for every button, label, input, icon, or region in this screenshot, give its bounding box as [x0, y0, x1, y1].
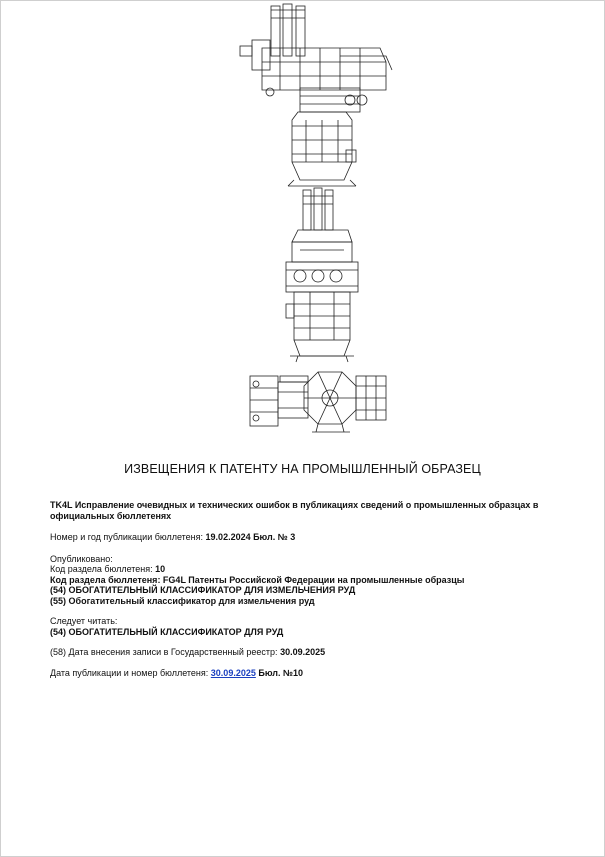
registry-date-value: 30.09.2025	[280, 647, 326, 657]
publication-row	[50, 668, 580, 679]
drawing-view-1	[240, 4, 392, 186]
notice-content	[50, 500, 580, 678]
bulletin-number-row	[50, 532, 580, 543]
section-code-row	[50, 564, 580, 575]
bulletin-number-value: 19.02.2024 Бюл. № 3	[205, 532, 296, 542]
publication-date-link[interactable]: 30.09.2025	[210, 667, 256, 678]
drawing-view-2	[286, 188, 358, 362]
section-code-label: Код раздела бюллетеня:	[50, 564, 153, 574]
section-code-full: Код раздела бюллетеня: FG4L Патенты Российской Федерации на промышленные образцы	[50, 574, 465, 585]
section-code-value: 10	[155, 564, 166, 574]
should-read-label: Следует читать:	[50, 616, 118, 626]
registry-date-row	[50, 647, 580, 658]
publication-label: Дата публикации и номер бюллетеня:	[50, 667, 209, 678]
bulletin-number-label: Номер и год публикации бюллетеня:	[50, 532, 204, 542]
title54-published: (54) ОБОГАТИТЕЛЬНЫЙ КЛАССИФИКАТОР ДЛЯ ИЗМЕЛЬЧЕНИЯ РУД	[50, 585, 356, 595]
title54-corrected: (54) ОБОГАТИТЕЛЬНЫЙ КЛАССИФИКАТОР ДЛЯ РУД	[50, 626, 284, 637]
publication-bulletin: Бюл. №10	[258, 667, 304, 678]
title55-published: (55) Обогатительный классификатор для измельчения руд	[50, 595, 315, 606]
drawing-view-3	[250, 372, 386, 432]
page-title: ИЗВЕЩЕНИЯ К ПАТЕНТУ НА ПРОМЫШЛЕННЫЙ ОБРАЗЕЦ	[124, 462, 481, 476]
registry-date-label: (58) Дата внесения записи в Государственный реестр:	[50, 647, 278, 657]
notice-heading: TK4L Исправление очевидных и технических ошибок в публикациях сведений о промышленных образцах в официальных бюллетенях	[50, 500, 539, 521]
published-label: Опубликовано:	[50, 553, 113, 564]
